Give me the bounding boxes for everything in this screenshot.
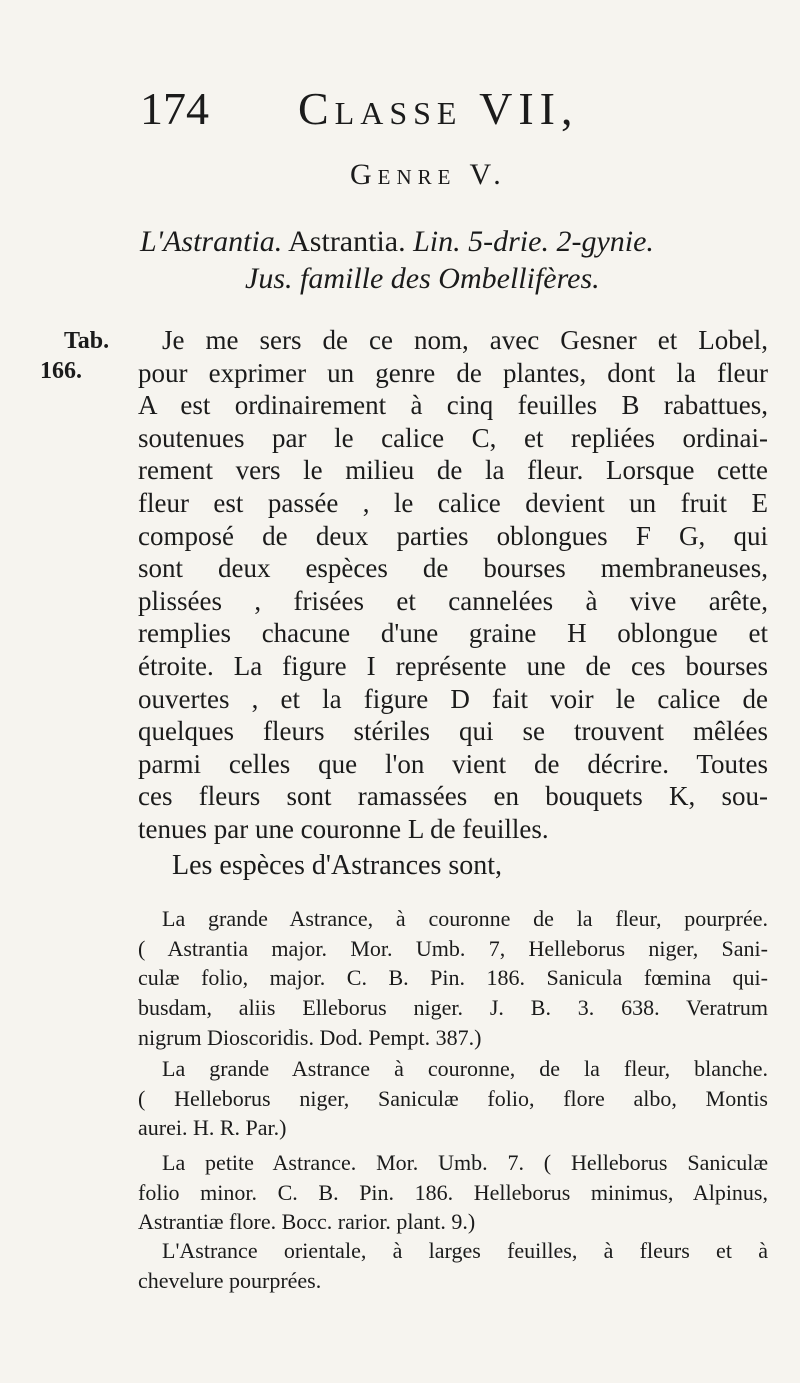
description-line: ces fleurs sont ramassées en bouquets K, sou- (138, 781, 768, 812)
pistil-count: 2-gynie. (556, 225, 654, 258)
description-line: étroite. La figure I représente une de ces bourses (138, 650, 768, 681)
genre-heading: Genre V. (350, 158, 507, 191)
description-line: sont deux espèces de bourses membraneuses, (138, 553, 768, 584)
species-line: La grande Astrance à couronne, de la fleur, blanche. (162, 1056, 768, 1081)
species-line: culæ folio, major. C. B. Pin. 186. Sanicula fœmina qui- (138, 965, 768, 991)
species-entry (138, 904, 768, 1052)
species-line: nigrum Dioscoridis. Dod. Pempt. 387.) (138, 1024, 482, 1050)
species-line: L'Astrance orientale, à larges feuilles, à fleurs et à (162, 1238, 768, 1263)
page-number: 174 (140, 83, 209, 134)
genus-latin: Astrantia. (288, 225, 406, 258)
species-line: La petite Astrance. Mor. Umb. 7. ( Helleborus Saniculæ (162, 1150, 768, 1175)
species-line: aurei. H. R. Par.) (138, 1115, 287, 1141)
description-line: quelques fleurs stériles qui se trouvent mêlées (138, 716, 768, 747)
description-line: tenues par une couronne L de feuilles. (138, 813, 549, 844)
margin-tab-number: 166. (40, 358, 82, 384)
description-line: parmi celles que l'on vient de décrire. Toutes (138, 748, 768, 779)
species-line: Astrantiæ flore. Bocc. rarior. plant. 9.) (138, 1209, 476, 1235)
description-line: rement vers le milieu de la fleur. Lorsque cette (138, 455, 768, 486)
description-line: composé de deux parties oblongues F G, qui (138, 520, 768, 551)
species-line: ( Helleborus niger, Saniculæ folio, flore albo, Montis (138, 1085, 768, 1111)
description-line: fleur est passée , le calice devient un fruit E (138, 487, 768, 518)
genus-title-line (140, 225, 770, 259)
genus-name: L'Astrantia. (140, 225, 283, 258)
species-line: La grande Astrance, à couronne de la fleur, pourprée. (162, 906, 768, 931)
species-line: folio minor. C. B. Pin. 186. Helleborus minimus, Alpinus, (138, 1179, 768, 1205)
description-line: remplies chacune d'une graine H oblongue et (138, 618, 768, 649)
margin-tab-label: Tab. (64, 328, 110, 354)
running-header (140, 82, 660, 142)
description-line: pour exprimer un genre de plantes, dont la fleur (138, 357, 768, 388)
description-line: ouvertes , et la figure D fait voir le calice de (138, 683, 768, 714)
species-line: busdam, aliis Elleborus niger. J. B. 3. 638. Veratrum (138, 995, 768, 1021)
species-heading: Les espèces d'Astrances sont, (172, 850, 503, 881)
species-entry (138, 1148, 768, 1237)
species-line: ( Astrantia major. Mor. Umb. 7, Helleborus niger, Sani- (138, 935, 768, 961)
species-line: chevelure pourprées. (138, 1267, 322, 1293)
linnaeus-ref: Lin. (413, 225, 461, 258)
species-entry (138, 1054, 768, 1143)
description-line: A est ordinairement à cinq feuilles B rabattues, (138, 390, 768, 421)
stamen-count: 5-drie. (468, 225, 549, 258)
description-line: soutenues par le calice C, et repliées ordinai- (138, 422, 768, 453)
species-entry (138, 1236, 768, 1295)
genus-description (138, 324, 768, 846)
running-title: Classe VII, (298, 83, 579, 134)
description-line: plissées , frisées et cannelées à vive arête, (138, 585, 768, 616)
family-line: Jus. famille des Ombellifères. (245, 262, 600, 295)
description-line: Je me sers de ce nom, avec Gesner et Lobel, (162, 325, 768, 355)
